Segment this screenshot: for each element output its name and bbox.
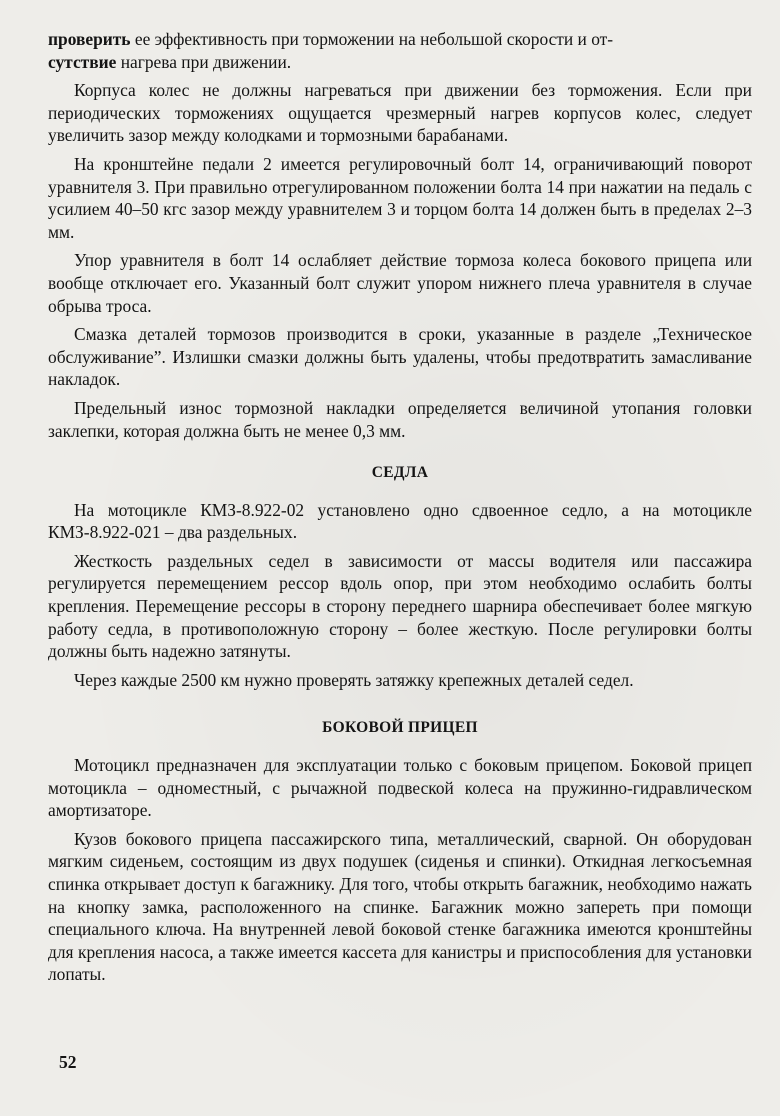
section-heading-sidecar: БОКОВОЙ ПРИЦЕП — [322, 719, 478, 737]
section-heading-saddles: СЕДЛА — [371, 464, 429, 482]
page-body — [48, 28, 752, 992]
paragraph-saddle-models: На мотоцикле КМЗ-8.922-02 установлено одно сдвоенное седло, а на мотоцикле КМЗ-8.922-021 – два раздельных. — [48, 499, 752, 543]
paragraph-adjusting-bolt: На кронштейне педали 2 имеется регулировочный болт 14, ограничивающий поворот уравнителя 3. При правильно отрегулированном положении болта 14 при нажатии на педаль с усилием 40–50 кгс зазор между уравнителем 3 и торцом болта 14 должен быть в пределах 2–3 мм. — [48, 153, 752, 242]
text-fragment: нагрева при движении. — [116, 51, 292, 72]
paragraph-saddle-check: Через каждые 2500 км нужно проверять затяжку крепежных деталей седел. — [74, 669, 634, 690]
paragraph-brake-lubrication: Смазка деталей тормозов производится в сроки, указанные в разделе „Техническое обслуживание”. Излишки смазки должны быть удалены, чтобы предотвратить замасливание накладок. — [48, 324, 752, 390]
paragraph-brake-check — [48, 28, 752, 73]
paragraph-sidecar-body: Кузов бокового прицепа пассажирского типа, металлический, сварной. Он оборудован мягким сиденьем, состоящим из двух подушек (сиденья и спинки). Откидная легкосъемная спинка открывает доступ к багажнику. Для того, чтобы открыть багажник, необходимо нажать на кнопку замка, расположенного на спинке. Багажник можно запереть при помощи специального ключа. На внутренней левой боковой стенке багажника имеются кронштейны для крепления насоса, а также имеется кассета для канистры и приспособления для установки лопаты. — [48, 828, 752, 985]
paragraph-equalizer-stop: Упор уравнителя в болт 14 ослабляет действие тормоза колеса бокового прицепа или вообще отключает его. Указанный болт служит упором нижнего плеча уравнителя в случае обрыва троса. — [48, 250, 752, 316]
text-fragment: ее эффективность при торможении на небольшой скорости и от- — [130, 29, 614, 49]
paragraph-saddle-stiffness: Жесткость раздельных седел в зависимости от массы водителя или пассажира регулируется перемещением рессор вдоль опор, при этом необходимо ослабить болты крепления. Перемещение рессоры в сторону переднего шарнира обеспечивает более мягкую работу седла, в противоположную сторону – более жесткую. После регулировки болты должны быть надежно затянуты. — [48, 550, 752, 662]
bold-term-absence: сутствие — [48, 51, 117, 72]
bold-term-check: проверить — [48, 29, 131, 49]
paragraph-sidecar-purpose: Мотоцикл предназначен для эксплуатации только с боковым прицепом. Боковой прицеп мотоцикла – одноместный, с рычажной подвеской колеса на пружинно-гидравлическом амортизаторе. — [48, 755, 752, 821]
page-number: 52 — [59, 1052, 77, 1072]
paragraph-lining-wear: Предельный износ тормозной накладки определяется величиной утопания головки заклепки, которая должна быть не менее 0,3 мм. — [48, 397, 752, 441]
paragraph-wheel-heating: Корпуса колес не должны нагреваться при движении без торможения. Если при периодических торможениях ощущается чрезмерный нагрев корпусов колес, следует увеличить зазор между колодками и тормозными барабанами. — [48, 80, 752, 146]
